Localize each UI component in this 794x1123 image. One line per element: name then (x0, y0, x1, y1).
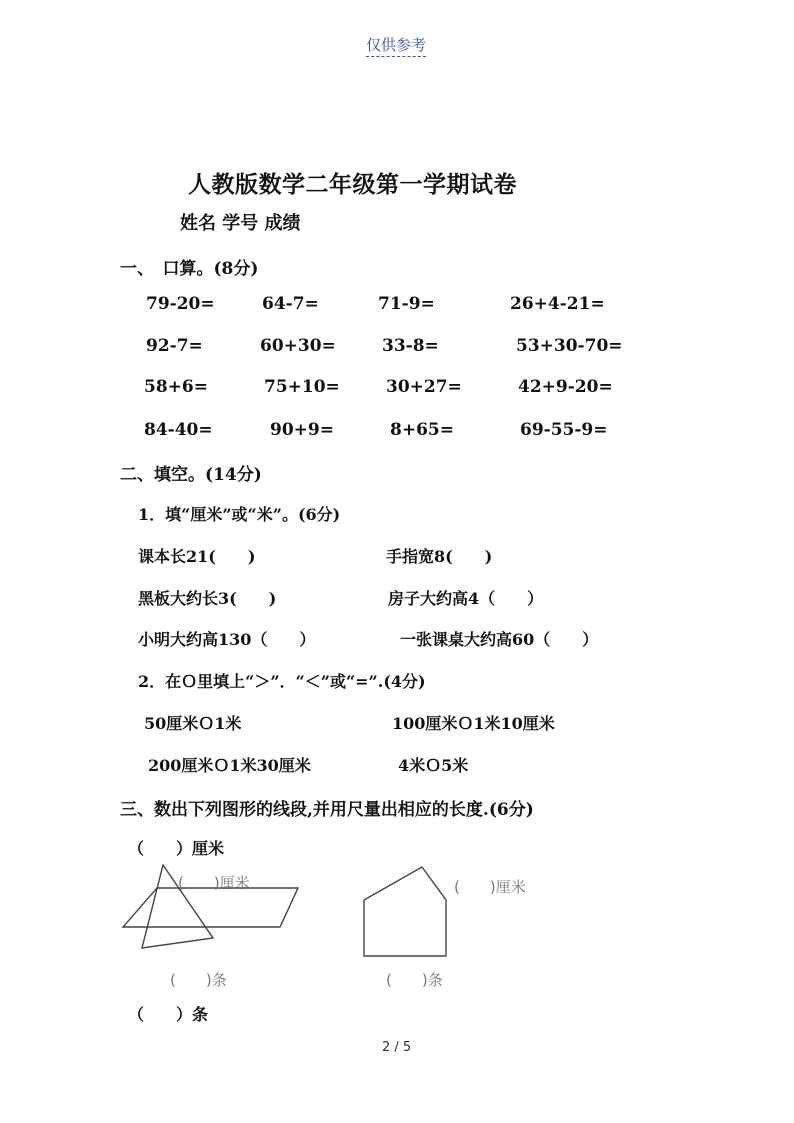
student-info-line: 姓名 学号 成绩 (180, 213, 301, 234)
compare-item: 100厘米Ｏ1米10厘米 (392, 714, 555, 733)
calc-item: 58+6= (144, 377, 208, 397)
calc-item: 26+4-21= (510, 294, 605, 314)
page-number: 2 / 5 (382, 1040, 412, 1055)
figure1-cm-label: ( )厘米 (178, 874, 250, 892)
calc-item: 71-9= (378, 294, 435, 314)
fill-item: 房子大约高4（ ） (388, 589, 544, 608)
compare-item: 200厘米Ｏ1米30厘米 (148, 756, 311, 775)
section3-heading: 三、数出下列图形的线段,并用尺量出相应的长度.(6分) (120, 800, 534, 820)
answer-blank-cm: （ ）厘米 (128, 839, 225, 858)
fill-item: 小明大约高130（ ） (138, 630, 316, 649)
calc-item: 84-40= (144, 420, 213, 440)
fill-item: 课本长21( ) (138, 547, 256, 566)
fill-item: 黑板大约长3( ) (138, 589, 277, 608)
question-2-title: 2．在Ｏ里填上“＞”．“＜”或“=”.(4分) (138, 672, 426, 691)
figure-parallelogram-triangle (115, 855, 315, 960)
figure2-count-label: ( )条 (386, 971, 443, 989)
fill-item: 一张课桌大约高60（ ） (400, 630, 599, 649)
figure1-count-label: ( )条 (170, 971, 227, 989)
calc-item: 79-20= (146, 294, 215, 314)
calc-item: 60+30= (260, 336, 336, 356)
calc-item: 75+10= (264, 377, 340, 397)
figure2-cm-label: ( )厘米 (454, 878, 526, 896)
calc-item: 30+27= (386, 377, 462, 397)
calc-item: 42+9-20= (518, 377, 613, 397)
fill-item: 手指宽8( ) (386, 547, 493, 566)
section2-heading: 二、填空。(14分) (120, 465, 262, 485)
answer-blank-count: （ ）条 (128, 1005, 209, 1024)
question-1-title: 1．填“厘米”或“米”。(6分) (138, 505, 341, 524)
figure-pentagon (355, 855, 465, 965)
calc-item: 92-7= (146, 336, 203, 356)
compare-item: 50厘米Ｏ1米 (144, 714, 242, 733)
calc-item: 69-55-9= (520, 420, 608, 440)
compare-item: 4米Ｏ5米 (398, 756, 469, 775)
calc-item: 33-8= (382, 336, 439, 356)
header-note: 仅供参考 (366, 34, 426, 57)
calc-item: 8+65= (390, 420, 454, 440)
calc-item: 90+9= (270, 420, 334, 440)
calc-item: 53+30-70= (516, 336, 623, 356)
section1-heading: 一、 口算。(8分) (120, 259, 259, 279)
calc-item: 64-7= (262, 294, 319, 314)
page-title: 人教版数学二年级第一学期试卷 (188, 171, 517, 198)
